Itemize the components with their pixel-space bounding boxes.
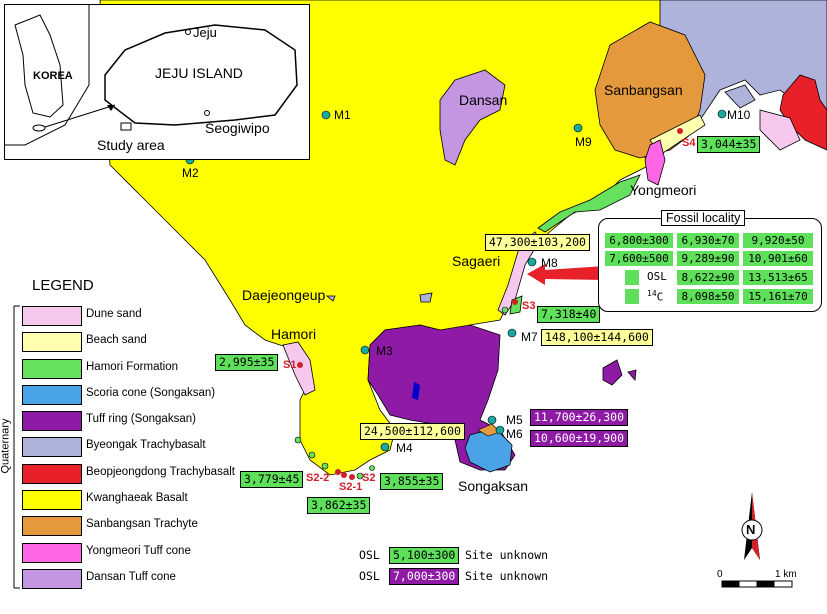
point-m6: M6 (506, 427, 523, 441)
point-m4: M4 (396, 441, 413, 455)
place-dansan: Dansan (459, 92, 508, 108)
legend-group-label: Quaternary (0, 418, 12, 474)
point-m7: M7 (521, 330, 538, 344)
fossil-locality-arrow (527, 264, 605, 285)
legend-swatch (22, 385, 82, 405)
place-sagaeri: Sagaeri (452, 253, 501, 269)
inset-seogiwipo-label: Seogiwipo (205, 120, 270, 136)
fossil-cell: 9,289±90 (677, 251, 739, 266)
legend-label: Beopjeongdong Trachybasalt (86, 465, 235, 478)
date-box-s2: 3,855±35 (380, 473, 443, 490)
point-m10: M10 (727, 108, 751, 122)
note-unknown-1: Site unknown (465, 548, 549, 562)
legend-label: Hamori Formation (86, 360, 179, 373)
legend-label: Byeongak Trachybasalt (86, 439, 206, 452)
legend-label: Yongmeori Tuff cone (86, 544, 191, 557)
legend-swatch (22, 569, 82, 589)
legend-swatch (22, 516, 82, 536)
inset-country-label: KOREA (33, 70, 73, 82)
note-value-2: 7,000±300 (389, 568, 459, 585)
fossil-cell: 13,513±65 (743, 270, 813, 285)
note-value-1: 5,100±300 (389, 547, 459, 564)
site-s1: S1 (283, 359, 297, 371)
legend-swatch (22, 332, 82, 352)
site-s2-2: S2-2 (306, 472, 330, 484)
date-box-s1: 2,995±35 (215, 354, 278, 371)
place-hamori: Hamori (271, 326, 317, 342)
osl-swatch (625, 270, 639, 285)
place-songaksan: Songaksan (458, 478, 529, 494)
north-label: N (746, 522, 756, 537)
fossil-cell: 10,901±60 (743, 251, 813, 266)
date-box-s2-2: 3,779±45 (240, 471, 303, 488)
point-m5: M5 (506, 413, 523, 427)
fossil-locality-box (598, 211, 822, 312)
date-box-s3: 7,318±40 (537, 306, 600, 323)
inset-island-label: JEJU ISLAND (155, 65, 243, 81)
legend-swatch (22, 464, 82, 484)
fossil-cell: 9,920±50 (743, 233, 813, 248)
legend-label: Kwanghaeak Basalt (86, 492, 188, 505)
place-yongmeori: Yongmeori (630, 182, 697, 198)
legend-swatch (22, 437, 82, 457)
point-m3: M3 (376, 344, 393, 358)
c14-label: $^{14}$C (647, 289, 664, 304)
note-osl-1: OSL (359, 548, 380, 562)
legend-swatch (22, 359, 82, 379)
fossil-cell: 7,600±500 (605, 251, 673, 266)
legend-label: Dune sand (86, 308, 142, 320)
date-box-s2-1: 3,862±35 (307, 497, 370, 514)
legend-swatch (22, 543, 82, 563)
legend-label: Dansan Tuff cone (86, 570, 176, 583)
note-osl-2: OSL (359, 569, 380, 583)
legend-swatch (22, 306, 82, 326)
fossil-locality-title: Fossil locality (661, 210, 745, 226)
fossil-cell: 8,622±90 (677, 270, 739, 285)
location-inset-map (4, 4, 310, 160)
c14-swatch (625, 289, 639, 304)
scale-bar (722, 581, 792, 587)
point-m1: M1 (334, 108, 351, 122)
legend-title: LEGEND (32, 277, 94, 294)
legend-label: Sanbangsan Trachyte (86, 518, 198, 531)
site-s2-1: S2-1 (339, 481, 363, 493)
point-m2: M2 (182, 166, 199, 180)
legend-swatch (22, 490, 82, 510)
inset-jeju-label: Jeju (193, 25, 217, 40)
note-unknown-2: Site unknown (465, 569, 549, 583)
fossil-cell: 8,098±50 (677, 289, 739, 304)
fossil-cell: 15,161±70 (743, 289, 813, 304)
fossil-cell: 6,800±300 (605, 233, 673, 248)
legend-label: Tuff ring (Songaksan) (86, 413, 196, 426)
site-s3: S3 (522, 300, 536, 312)
legend-label: Scoria cone (Songaksan) (86, 386, 216, 399)
site-s4: S4 (682, 137, 696, 149)
legend-swatch (22, 411, 82, 431)
date-box-m6: 10,600±19,900 (530, 430, 628, 447)
date-box-m7: 148,100±144,600 (541, 329, 653, 346)
scale-zero-label: 0 (717, 569, 723, 580)
date-box-s4: 3,044±35 (697, 136, 760, 153)
fossil-cell: 6,930±70 (677, 233, 739, 248)
place-sanbangsan: Sanbangsan (604, 82, 683, 98)
place-daejeongeup: Daejeongeup (242, 287, 326, 303)
point-m9: M9 (575, 135, 592, 149)
date-box-m5: 11,700±26,300 (530, 409, 628, 426)
scale-km-label: 1 km (775, 569, 797, 580)
point-m8: M8 (541, 256, 558, 270)
legend-label: Beach sand (86, 334, 147, 347)
osl-label: OSL (647, 270, 667, 283)
inset-study-area-label: Study area (97, 137, 165, 153)
site-s2: S2 (362, 472, 376, 484)
date-box-m4: 24,500±112,600 (360, 423, 465, 440)
date-box-m8: 47,300±103,200 (485, 234, 590, 251)
